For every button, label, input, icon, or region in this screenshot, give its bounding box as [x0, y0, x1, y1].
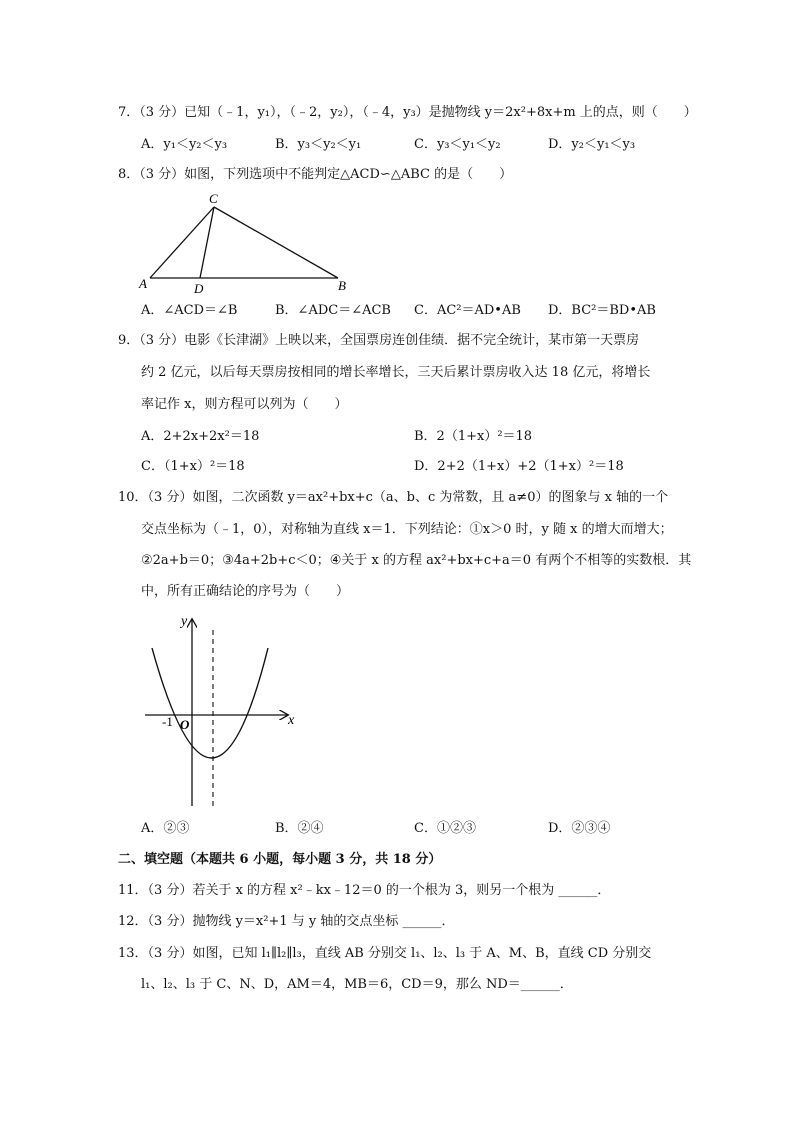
question-13-line-1: 13．（3 分）如图，已知 l₁∥l₂∥l₃，直线 AB 分别交 l₁、l₂、l₃ 于 A、M、B，直线 CD 分别交: [118, 946, 652, 961]
question-9-option-b: B．2（1+x）²＝18: [414, 429, 533, 444]
question-12: 12．（3 分）抛物线 y＝x²+1 与 y 轴的交点坐标 ______．: [118, 914, 455, 929]
question-8-option-b: B．∠ADC＝∠ACB: [275, 303, 391, 318]
question-8-option-d: D．BC²＝BD•AB: [548, 303, 656, 318]
label-d: D: [194, 281, 204, 296]
question-10-line-3: ②2a+b＝0；③4a+2b+c＜0；④关于 x 的方程 ax²+bx+c+a＝0 有两个不相等的实数根．其: [141, 553, 692, 568]
question-10-option-b: B．②④: [275, 821, 324, 836]
question-8-option-c: C．AC²＝AD•AB: [414, 303, 521, 318]
parabola-curve: [152, 648, 268, 758]
label-a: A: [139, 276, 147, 291]
question-10-option-c: C．①②③: [414, 821, 476, 836]
triangle-figure: [130, 188, 360, 298]
question-7-option-a: A．y₁＜y₂＜y₃: [141, 137, 228, 152]
label-x: x: [288, 713, 295, 728]
segment-cb: [214, 207, 338, 278]
question-10-line-1: 10．（3 分）如图，二次函数 y＝ax²+bx+c（a、b、c 为常数，且 a≠0）的图象与 x 轴的一个: [118, 490, 669, 505]
question-10-line-4: 中，所有正确结论的序号为（ ）: [141, 584, 350, 599]
question-9-option-c: C．（1+x）²＝18: [141, 459, 245, 474]
question-10-option-d: D．②③④: [548, 821, 611, 836]
question-11: 11．（3 分）若关于 x 的方程 x²﹣kx﹣12＝0 的一个根为 3，则另一个根为 ______．: [118, 883, 611, 898]
label-origin: O: [180, 717, 190, 732]
question-8-stem: 8．（3 分）如图，下列选项中不能判定△ACD∽△ABC 的是（ ）: [118, 167, 513, 182]
segment-ac: [150, 207, 214, 278]
segment-cd: [200, 207, 214, 278]
question-7-option-b: B．y₃＜y₂＜y₁: [275, 137, 362, 152]
question-9-line-2: 约 2 亿元，以后每天票房按相同的增长率增长，三天后累计票房收入达 18 亿元，将增长: [141, 365, 651, 380]
question-7-option-d: D．y₂＜y₁＜y₃: [548, 137, 636, 152]
question-9-line-3: 率记作 x，则方程可以列为（ ）: [141, 397, 348, 412]
label-b: B: [338, 278, 346, 293]
label-c: C: [209, 191, 218, 206]
question-10-option-a: A．②③: [141, 821, 190, 836]
question-9-option-d: D．2+2（1+x）+2（1+x）²＝18: [414, 459, 624, 474]
question-9-option-a: A．2+2x+2x²＝18: [141, 429, 260, 444]
question-8-option-a: A．∠ACD＝∠B: [141, 303, 238, 318]
question-10-line-2: 交点坐标为（﹣1，0），对称轴为直线 x＝1．下列结论：①x＞0 时，y 随 x 的增大而增大；: [141, 522, 673, 537]
label-neg1: -1: [162, 714, 173, 729]
question-13-line-2: l₁、l₂、l₃ 于 C、N、D，AM＝4，MB＝6，CD＝9，那么 ND＝______．: [141, 977, 573, 992]
parabola-figure: [135, 608, 305, 813]
label-y: y: [181, 614, 188, 629]
question-9-line-1: 9．（3 分）电影《长津湖》上映以来，全国票房连创佳绩．据不完全统计，某市第一天票房: [118, 333, 640, 348]
section-2-title: 二、填空题（本题共 6 小题，每小题 3 分，共 18 分）: [118, 852, 442, 867]
question-7-option-c: C．y₃＜y₁＜y₂: [414, 137, 501, 152]
question-7-stem: 7．（3 分）已知（﹣1，y₁），（﹣2，y₂），（﹣4，y₃）是抛物线 y＝2x²+8x+m 上的点，则（ ）: [118, 105, 697, 120]
